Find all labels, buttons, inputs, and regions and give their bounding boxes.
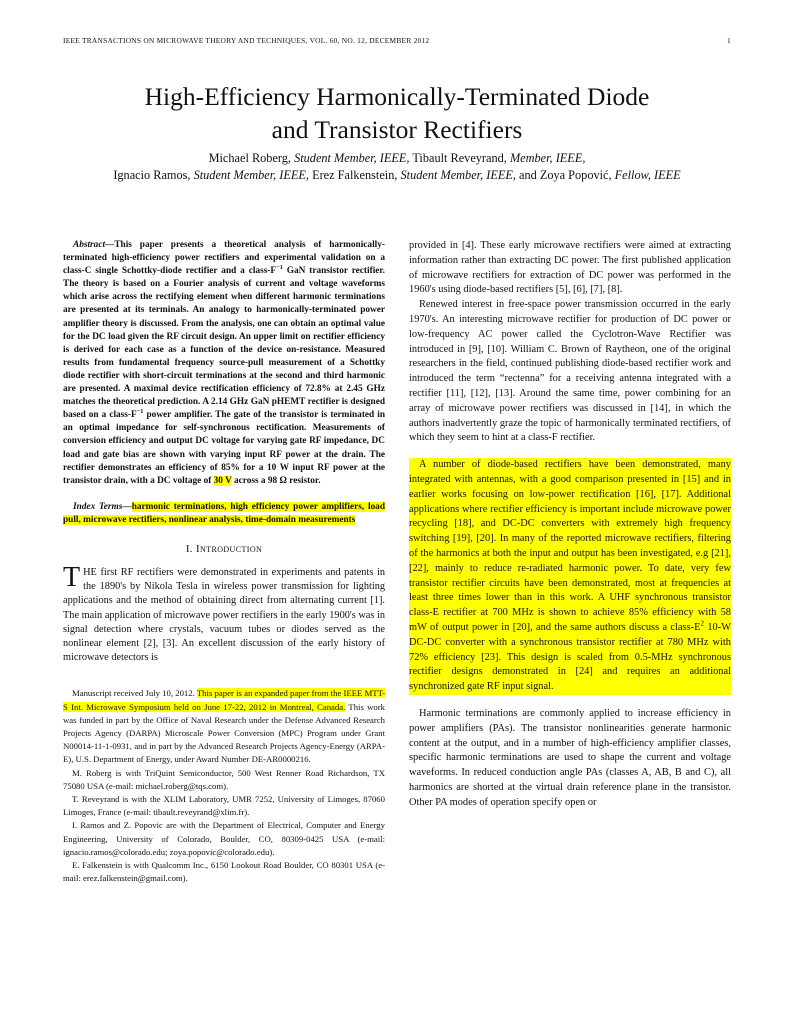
abstract-paragraph: Abstract—This paper presents a theoretical analysis of harmonically-terminated high-efficiency power rectifiers and experimental validation on a class-C single Schottky-diode rectifier and a class-$F^{-1}$ GaN transistor rectifier. The theory is based on a Fourier analysis of current and voltage waveforms which arise across the rectifying element when different harmonic terminations are presented at its terminals. An analogy to harmonically-terminated power amplifier theory is discussed. From the analysis, one can obtain an optimal value for the DC load given the RF circuit design. An upper limit on rectifier efficiency is derived for each case as a function of the device on-resistance. Measured results from fundamental frequency source-pull measurement of a Schottky diode rectifier with short-circuit terminations at the second and third harmonic are presented. A maximal device rectification efficiency of 72.8% at 2.45 GHz matches the theoretical prediction. A 2.14 GHz GaN pHEMT rectifier is designed based on a class-$F^{-1}$ power amplifier. The gate of the transistor is terminated in an optimal impedance for self-synchronous rectification. Measurements of conversion efficiency and output DC voltage for varying gate RF impedance, DC load and gate bias are shown with varying input RF power at the drain. The rectifier demonstrates an efficiency of 85% for a 10 W input RF power at the transistor drain, with a DC voltage of 30 V across a 98 Ω resistor. [63,240,386,486]
footnote-block [63,687,385,885]
introduction-paragraph [63,561,385,665]
author-list [40,150,754,183]
running-header [63,36,731,45]
paragraph-early-rectifiers: provided in [4]. These early microwave rectifiers were aimed at extracting information rather than extracting DC power. The first published application of microwave rectifiers for extraction of DC power was performed in the 1960's using diode-based rectifiers [5], [6], [7], [8]. [409,240,731,296]
index-terms-paragraph: Index Terms—harmonic terminations, high efficiency power amplifiers, load pull, microwave rectifiers, nonlinear analysis, time-domain measurements [63,501,385,525]
page-number: 1 [727,36,731,45]
intro-lead-caps: HE [83,566,97,578]
section-heading-introduction: I. Introduction [185,542,263,555]
paper-title [77,80,717,146]
footnote-affiliation-ramos-popovic: I. Ramos and Z. Popovic are with the Department of Electrical, Computer and Energy Engineering, University of Colorado, Boulder, CO, 80309-0425 USA (e-mail: ignacio.ramos@colorado.edu; zoya.popovic@colorado.edu). [63,820,385,857]
footnote-manuscript: Manuscript received July 10, 2012. This paper is an expanded paper from the IEEE MTT-S Int. Microwave Symposium held on June 17-22, 2012 in Montreal, Canada. This work was funded in part by the Office of Naval Research under the Defense Advanced Research Projects Agency (DARPA) Microscale Power Conversion (MPC) Program under Grant N00014-11-1-0931, and in part by the Advanced Research Projects Agency-Energy (ARPA-E), U.S. Department of Energy, under Award Number DE-AR0000216. [63,688,386,765]
journal-title: IEEE TRANSACTIONS ON MICROWAVE THEORY AND TECHNIQUES, VOL. 60, NO. 12, DECEMBER 2012 [63,36,430,45]
footnote-affiliation-roberg: M. Roberg is with TriQuint Semiconductor, 500 West Renner Road Richardson, TX 75080 USA (e-mail: michael.roberg@tqs.com). [63,767,385,791]
dropcap-T: T [63,561,81,593]
footnote-affiliation-reveyrand: T. Reveyrand is with the XLIM Laboratory, UMR 7252, University of Limoges, 87060 Limoges, France (e-mail: tibault.reveyrand@xlim.fr). [63,794,385,818]
footnote-affiliation-falkenstein: E. Falkenstein is with Qualcomm Inc., 6150 Lookout Road Boulder, CO 80301 USA (e-mail: erez.falkenstein@gmail.com). [63,860,385,884]
right-column [409,239,731,810]
paragraph-renewed-interest: Renewed interest in free-space power transmission occurred in the early 1970's. An interesting microwave rectifier for production of DC power or low-frequency AC power called the Cyclotron-Wave Rectifier was introduced in [9], [10]. William C. Brown of Raytheon, one of the original researchers in the field, continued publishing diode-based rectifier work and introduced the term “rectenna” for a receiving antenna integrated with a rectifier [11], [12], [13]. Around the same time, power combining for an array of microwave power rectifiers was discussed in [14], in which the authors inadvertently graze the topic of harmonically terminated rectifiers, of which they seem to hint at a class-F rectifier. [409,299,731,444]
two-column-body [63,239,731,885]
author-line-2: Ignacio Ramos, Student Member, IEEE, Erez Falkenstein, Student Member, IEEE, and Zoya Popović, Fellow, IEEE [113,167,681,182]
intro-text: first RF rectifiers were demonstrated in experiments and patents in the 1890's by Nikola Tesla in wireless power transmission for lighting applications and the method of obtaining direct from alternating current [1]. The main application of microwave power rectifiers in the early 1900's was in signal detection where crystals, vacuum tubes or diodes served as the nonlinear element [2], [3]. An excellent discussion of the early history of microwave detectors is [63,566,385,664]
paragraph-harmonic-terminations: Harmonic terminations are commonly applied to increase efficiency in power amplifiers (PAs). The transistor nonlinearities generate harmonic content at the output, and in a number of high-efficiency amplifier classes, specific harmonic terminations are used to shape the current and voltage waveforms. In reduced conduction angle PAs (classes A, AB, B and C), all harmonics are shorted at the virtual drain reference plane in the transistor. Other PA modes of operation specify open or [409,707,731,808]
paper-title-line-2: and Transistor Rectifiers [271,115,523,144]
author-line-1: Michael Roberg, Student Member, IEEE, Tibault Reveyrand, Member, IEEE, [208,151,586,165]
paper-title-line-1: High-Efficiency Harmonically-Terminated Diode [144,82,650,111]
paragraph-diode-rectifiers-highlighted: A number of diode-based rectifiers have been demonstrated, many integrated with antennas, with a good comparison presented in [15] and in earlier works focusing on low-power rectification [16], [17]. Additional applications where rectifier efficiency is important include microwave power recycling [18], and DC-DC converters with extremely high frequency switching [19], [20]. In many of the reported microwave rectifiers, filtering of the harmonics at both the input and output has been investigated, e.g [21],[22], mainly to reduce re-radiated harmonic power. To date, very few transistor rectifier circuits have been demonstrated, most at frequencies at least three times lower than in this work. A UHF synchronous transistor class-E rectifier at 700 MHz is shown to achieve 85% efficiency with 58 mW of output power in [20], and the same authors discuss a class-$E^2$ 10-W DC-DC converter with a synchronous transistor rectifier at 780 MHz with 72% efficiency [23]. This design is scaled from 0.5-MHz synchronous rectifier designs demonstrated in [24] and requires an additional synchronized gate RF input signal. [409,458,731,695]
left-column [63,239,385,885]
